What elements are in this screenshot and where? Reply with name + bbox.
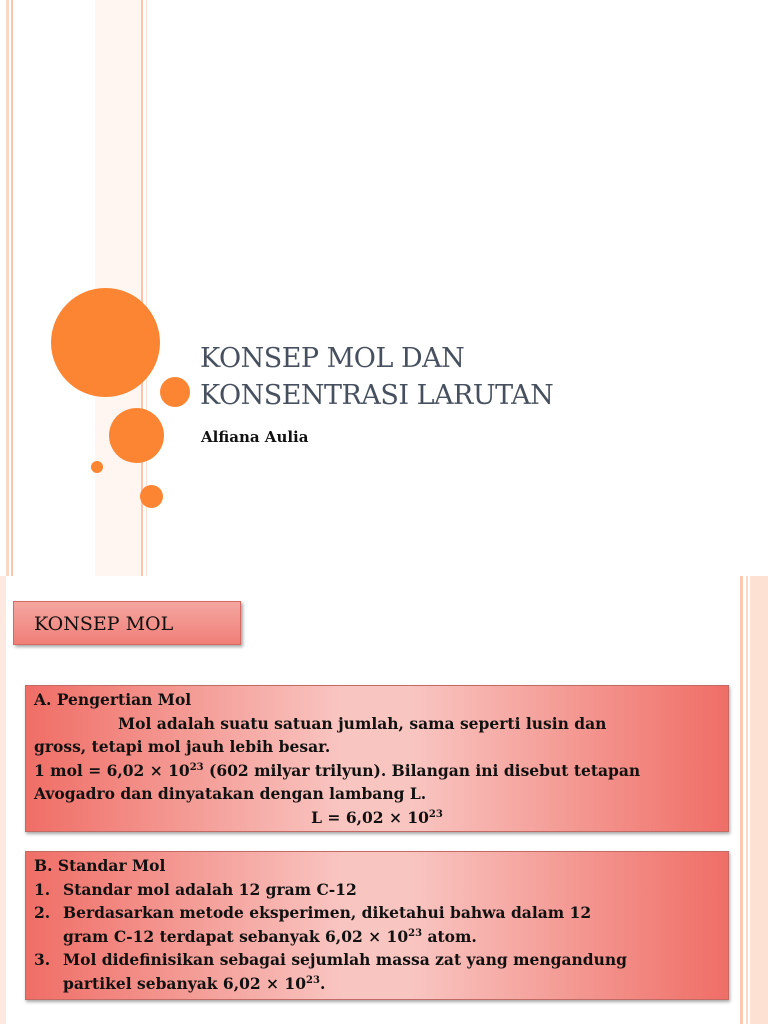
decorative-circle-medium xyxy=(109,408,164,463)
section-standar-mol xyxy=(25,851,729,1000)
decorative-circle-large xyxy=(51,288,160,397)
decorative-stripe xyxy=(746,576,748,1024)
paragraph-line: Mol adalah suatu satuan jumlah, sama seperti lusin dan xyxy=(118,713,607,733)
text-fragment: 1 mol = 6,02 × 10 xyxy=(34,760,190,780)
decorative-stripe xyxy=(6,0,9,576)
decorative-circle-small xyxy=(160,377,190,407)
list-number: 3. xyxy=(34,950,51,969)
formula-text: L = 6,02 × 10 xyxy=(311,807,429,827)
exponent: 23 xyxy=(306,974,320,986)
title-line: KONSENTRASI LARUTAN xyxy=(200,380,554,411)
decorative-circle-small xyxy=(140,485,163,508)
decorative-band xyxy=(0,576,6,1024)
exponent: 23 xyxy=(428,808,443,820)
slide-author: Alfiana Aulia xyxy=(201,428,309,446)
section-title: B. Standar Mol xyxy=(34,856,166,875)
list-text: Berdasarkan metode eksperimen, diketahui bahwa dalam 12 xyxy=(63,903,592,922)
list-item xyxy=(34,901,720,948)
list-number: 2. xyxy=(34,903,51,922)
formula xyxy=(34,806,720,830)
paragraph-line: gross, tetapi mol jauh lebih besar. xyxy=(34,737,331,756)
exponent: 23 xyxy=(408,927,423,939)
list-item xyxy=(34,948,720,995)
list-item xyxy=(34,878,720,902)
title-line: KONSEP MOL DAN xyxy=(200,343,465,374)
slide-heading: KONSEP MOL xyxy=(13,601,241,645)
list-text-continued xyxy=(63,972,627,996)
paragraph-line: Avogadro dan dinyatakan dengan lambang L. xyxy=(34,784,427,803)
text-fragment: . xyxy=(319,973,326,993)
text-fragment: gram C-12 terdapat sebanyak 6,02 × 10 xyxy=(63,926,409,946)
list-text: Mol didefinisikan sebagai sejumlah massa zat yang mengandung xyxy=(63,950,627,969)
section-title: A. Pengertian Mol xyxy=(34,690,192,709)
text-fragment: (602 milyar trilyun). Bilangan ini disebut tetapan xyxy=(203,760,641,780)
content-slide xyxy=(0,576,768,1024)
decorative-band xyxy=(750,576,768,1024)
list-text-continued xyxy=(63,925,591,949)
text-fragment: atom. xyxy=(422,926,477,946)
slide-title xyxy=(200,340,720,414)
decorative-circle-tiny xyxy=(91,461,103,473)
decorative-stripe xyxy=(740,576,743,1024)
text-fragment: partikel sebanyak 6,02 × 10 xyxy=(63,973,307,993)
section-pengertian-mol xyxy=(25,685,729,832)
decorative-stripe xyxy=(11,0,13,576)
exponent: 23 xyxy=(189,761,204,773)
list-text: Standar mol adalah 12 gram C-12 xyxy=(63,879,357,899)
list-number: 1. xyxy=(34,879,51,899)
paragraph-line xyxy=(34,759,720,783)
